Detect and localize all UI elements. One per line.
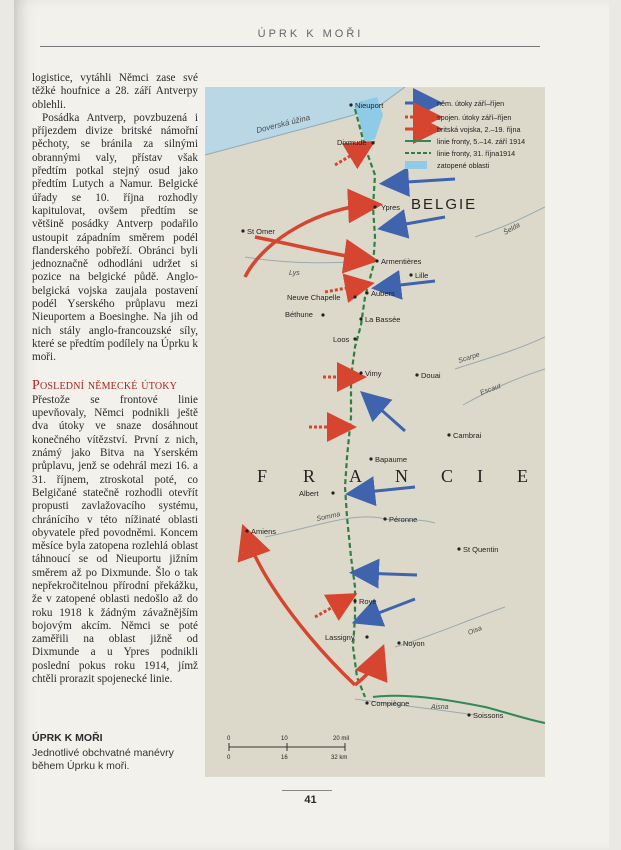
map-svg	[205, 87, 545, 777]
places	[241, 101, 503, 720]
label-belgium: BELGIE	[411, 196, 478, 213]
place-compiegne: Compiègne	[371, 699, 410, 708]
caption-title: ÚPRK K MOŘI	[32, 732, 103, 744]
place-soissons: Soissons	[473, 711, 504, 720]
allied-attack-arrow	[315, 599, 347, 617]
svg-text:R: R	[303, 466, 316, 486]
place-neuve-chapelle: Neuve Chapelle	[287, 293, 341, 302]
german-attack-arrow	[361, 573, 417, 575]
place-albert: Albert	[299, 489, 319, 498]
svg-text:32 km: 32 km	[331, 755, 348, 761]
svg-text:16: 16	[281, 755, 288, 761]
section-text: Přestože se frontové linie upevňovaly, Němci podnikli ještě dva útoky ve snaze dosáhnout konečného vítězství. První z nich, známý jako Bitva na Yserském průplavu, jenž se odehrál mezi 16. a 31. říjnem, ztroskotal poté, co Belgičané statečně rozhodli otevřít propusti zavlažovacího systému, chránícího v této nížinaté oblasti obyvatele před povodněmi. Koncem měsíce byla zatopena rozlehlá oblast táhnoucí se od Nieuportu jižním směrem až po Dixmunde. Šlo o tak nepřekročitelnou přírodní překážku, že v zatopené oblasti nedošlo až do roku 1918 k žádným závažnějším bojovým akcím. Němci se poté zaměřili na oblast jižně od Dixmunde a u Ypres podnikli poslední pokus roku 1914, jímž chtěli prorazit spojenecké linie.	[32, 393, 198, 686]
label-river-scarpe: Scarpe	[457, 351, 481, 365]
svg-text:0: 0	[227, 736, 231, 742]
river-escaut	[463, 369, 545, 405]
place-douai: Douai	[421, 371, 441, 380]
german-attack-arrow	[383, 281, 435, 287]
svg-text:0: 0	[227, 755, 231, 761]
scale-bar	[227, 736, 349, 761]
svg-text:N: N	[395, 466, 408, 486]
place-st-omer: St Omer	[247, 227, 275, 236]
allied-attack-arrow	[245, 205, 369, 277]
place-loos: Loos	[333, 335, 350, 344]
allied-attack-arrow	[247, 537, 355, 685]
place-ypres: Ypres	[381, 203, 401, 212]
place-lille: Lille	[415, 271, 429, 280]
label-france	[257, 466, 528, 486]
caption-text: Jednotlivé obchvatné manévry během Úprku k moři.	[32, 747, 174, 772]
place-vimy: Vimy	[365, 369, 382, 378]
map-caption	[32, 732, 202, 773]
legend-item-front-september: linie fronty, 5.–14. září 1914	[437, 137, 526, 146]
legend-item-british: britská vojska, 2.–19. října	[437, 125, 521, 134]
river-scarpe	[455, 337, 545, 369]
place-bapaume: Bapaume	[375, 455, 408, 464]
svg-text:20 mil: 20 mil	[333, 736, 350, 742]
map-legend	[405, 99, 525, 170]
place-dixmude: Dixmude	[337, 138, 367, 147]
place-bethune: Béthune	[285, 310, 313, 319]
label-river-oisa: Oisa	[467, 624, 484, 637]
german-attack-arrow	[391, 179, 455, 183]
svg-text:A: A	[349, 466, 362, 486]
legend-item-allied: spojen. útoky září–říjen	[437, 113, 512, 122]
place-noyon: Noyon	[403, 639, 425, 648]
allied-attack-arrow	[355, 657, 379, 685]
place-st-quentin: St Quentin	[463, 545, 499, 554]
page-number-rule	[282, 790, 332, 791]
legend-item-front-october: linie fronty, 31. října1914	[437, 149, 516, 158]
place-roye: Roye	[359, 597, 377, 606]
label-sea: Doverská úžina	[255, 112, 311, 135]
german-attack-arrow	[369, 399, 405, 431]
page-number: 41	[304, 794, 317, 806]
label-river-selda: Šelda	[502, 221, 522, 237]
svg-text:E: E	[517, 466, 528, 486]
allied-attack-arrow	[335, 147, 365, 165]
legend-item-german: něm. útoky září–říjen	[437, 99, 505, 108]
svg-text:I: I	[477, 466, 483, 486]
paragraph-2: Posádka Antverp, povzbuzená i příjezdem divize britské námořní pěchoty, se bránila za silnými obrannými valy, přístav však předtím potkal stejný osud jako předtím Lutych a Namur. Belgické úřady se 10. října rozhodly kapitulovat, ovšem předtím se většině posádky Antverp podařilo ustoupit západním směrem podél flanderského pobřeží. Obránci byli jednoznačně odhodláni udržet si pozice na belgické půdě. Anglo-belgická vojska zaujala postavení podél Yserského průplavu mezi Nieuportem a Boesinghe. Na jih od nich stály anglo-francouzské síly, které se předtím podílely na Úprku k moři.	[32, 111, 198, 364]
german-attack-arrow	[357, 487, 415, 493]
label-river-lys: Lys	[289, 270, 300, 277]
section-title: Poslední německé útoky	[32, 377, 178, 393]
place-peronne: Péronne	[389, 515, 418, 524]
place-lassigny: Lassigny	[325, 633, 355, 642]
map	[205, 87, 545, 777]
allied-attack-arrow	[255, 237, 365, 259]
svg-text:F: F	[257, 466, 268, 486]
text-column	[32, 72, 198, 686]
place-armentieres: Armentières	[381, 257, 422, 266]
place-amiens: Amiens	[251, 527, 277, 536]
german-attack-arrow	[389, 217, 445, 227]
place-la-bassee: La Bassée	[365, 315, 401, 324]
paragraph-1: logistice, vytáhli Němci zase své těžké houfnice a 28. září Antverpy oblehli.	[32, 72, 198, 111]
label-river-escaut: Escaut	[479, 382, 502, 397]
svg-text:10: 10	[281, 736, 288, 742]
place-cambrai: Cambrai	[453, 431, 482, 440]
place-aubers: Aubers	[371, 289, 395, 298]
front-line-october	[345, 109, 375, 697]
place-nieuport: Nieuport	[355, 101, 384, 110]
legend-item-flooded: zatopené oblasti	[437, 161, 490, 170]
allied-attack-arrow	[325, 285, 363, 292]
svg-text:C: C	[441, 466, 454, 486]
label-river-aisna: Aisna	[431, 704, 449, 711]
running-head: ÚPRK K MOŘI	[257, 28, 364, 40]
label-river-somma: Somma	[315, 511, 342, 523]
header-rule	[40, 46, 540, 47]
